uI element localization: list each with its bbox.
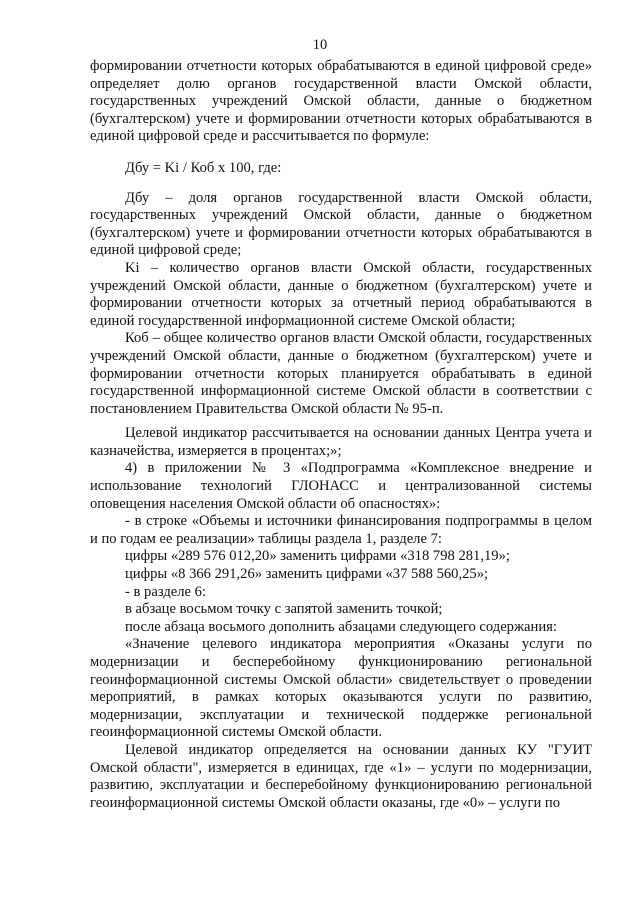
paragraph-section-6: - в разделе 6: <box>125 583 206 600</box>
formula: Дбу = Ki / Коб x 100, где: <box>125 159 282 176</box>
paragraph-indicator-value: «Значение целевого индикатора мероприятия «Оказаны услуги по модернизации и бесперебойному функционированию региональной геоинформационной системы Омской области» свидетельствует о проведении мероприятий, в рамках которых оказываются услуги по развитию, модернизации, эксплуатации и технической поддержке региональной геоинформационной системы Омской области. <box>90 636 592 741</box>
paragraph-continuation: формировании отчетности которых обрабатываются в единой цифровой среде» определяет долю органов государственной власти Омской области, государственных учреждений Омской области, данные о бюджетном (бухгалтерском) учете и формировании отчетности которых обрабатываются в единой цифровой среде и рассчитывается по формуле: <box>90 58 592 145</box>
paragraph-figures-1: цифры «289 576 012,20» заменить цифрами «318 798 281,19»; <box>125 548 510 565</box>
paragraph-appendix-3: 4) в приложении № 3 «Подпрограмма «Комплексное внедрение и использование технологий ГЛОНАСС и централизованной системы оповещения населения Омской области об опасностях»: <box>90 460 592 512</box>
definition-dbu: Дбу – доля органов государственной власти Омской области, государственных учреждений Омской области, данные о бюджетном (бухгалтерском) учете и формировании отчетности которых обрабатываются в единой цифровой среде; <box>90 189 592 259</box>
paragraph-indicator-note: Целевой индикатор рассчитывается на основании данных Центра учета и казначейства, измеряется в процентах;»; <box>90 425 592 459</box>
document-body <box>90 58 592 812</box>
paragraph-figures-2: цифры «8 366 291,26» заменить цифрами «37 588 560,25»; <box>125 566 489 583</box>
paragraph-add-after: после абзаца восьмого дополнить абзацами следующего содержания: <box>125 618 557 635</box>
paragraph-replace-point: в абзаце восьмом точку с запятой заменить точкой; <box>125 601 443 618</box>
definition-kob: Коб – общее количество органов власти Омской области, государственных учреждений Омской области, данные о бюджетном (бухгалтерском) учете и формировании отчетности которых планируется обрабатывать в единой государственной информационной системе Омской области в соответствии с постановлением Правительства Омской области № 95-п. <box>90 330 592 417</box>
paragraph-indicator-definition: Целевой индикатор определяется на основании данных КУ "ГУИТ Омской области", измеряется в единицах, где «1» – услуги по модернизации, развитию, эксплуатации и бесперебойному функционированию региональной геоинформационной системы Омской области оказаны, где «0» – услуги по <box>90 741 592 811</box>
definition-ki: Ki – количество органов власти Омской области, государственных учреждений Омской области, данные о бюджетном (бухгалтерском) учете и формировании отчетности которых за отчетный период обрабатываются в единой государственной информационной системе Омской области; <box>90 259 592 329</box>
paragraph-row-funding: - в строке «Объемы и источники финансирования подпрограммы в целом и по годам ее реализации» таблицы раздела 1, разделе 7: <box>90 513 592 547</box>
page-number: 10 <box>312 37 328 53</box>
